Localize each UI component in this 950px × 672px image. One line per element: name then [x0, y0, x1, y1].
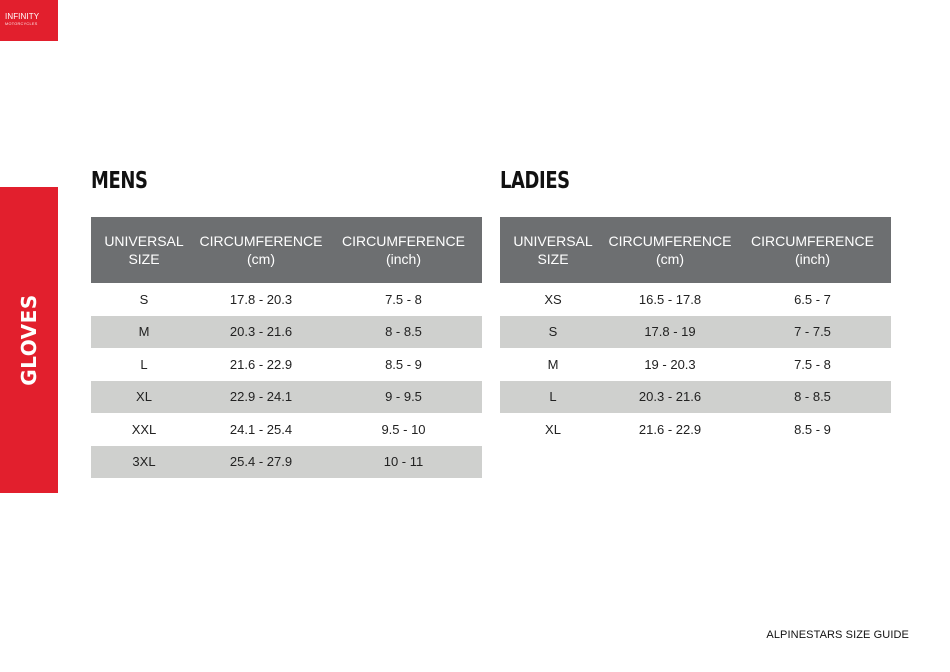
- mens-size-table: [91, 217, 482, 478]
- category-side-tab: [0, 187, 58, 493]
- size-cell: L: [140, 356, 148, 372]
- size-cell: 3XL: [132, 454, 156, 470]
- inch-cell: 9 - 9.5: [385, 389, 422, 405]
- size-cell: XL: [545, 421, 561, 437]
- category-label: GLOVES: [17, 294, 41, 386]
- header-universal-size: UNIVERSAL SIZE: [513, 233, 593, 267]
- ladies-title: LADIES: [500, 168, 570, 194]
- size-cell: XXL: [131, 421, 157, 437]
- table-row: [91, 283, 482, 316]
- mens-title: MENS: [91, 168, 148, 194]
- cm-cell: 21.6 - 22.9: [638, 421, 702, 437]
- inch-cell: 8 - 8.5: [385, 324, 422, 340]
- table-header: [500, 217, 891, 283]
- size-cell: L: [549, 389, 557, 405]
- cm-cell: 17.8 - 20.3: [229, 291, 293, 307]
- table-row: [91, 446, 482, 479]
- table-row: [91, 413, 482, 446]
- header-circumference-cm: CIRCUMFERENCE (cm): [608, 233, 732, 267]
- inch-cell: 10 - 11: [383, 454, 424, 470]
- header-circumference-inch: CIRCUMFERENCE (inch): [751, 233, 874, 267]
- size-cell: M: [138, 324, 150, 340]
- cm-cell: 20.3 - 21.6: [638, 389, 702, 405]
- brand-tagline: MOTORCYCLES: [5, 22, 38, 26]
- table-row: [500, 381, 891, 414]
- inch-cell: 6.5 - 7: [794, 291, 831, 307]
- brand-logo: [0, 0, 58, 41]
- size-cell: S: [139, 291, 149, 307]
- inch-cell: 9.5 - 10: [381, 421, 426, 437]
- table-row: [500, 348, 891, 381]
- header-universal-size: UNIVERSAL SIZE: [104, 233, 184, 267]
- inch-cell: 7 - 7.5: [794, 324, 831, 340]
- inch-cell: 8.5 - 9: [385, 356, 422, 372]
- cm-cell: 22.9 - 24.1: [229, 389, 293, 405]
- size-cell: XS: [544, 291, 562, 307]
- header-circumference-cm: CIRCUMFERENCE (cm): [199, 233, 323, 267]
- table-row: [91, 316, 482, 349]
- table-row: [500, 316, 891, 349]
- inch-cell: 7.5 - 8: [385, 291, 422, 307]
- table-row: [500, 413, 891, 446]
- inch-cell: 8.5 - 9: [794, 421, 831, 437]
- header-circumference-inch: CIRCUMFERENCE (inch): [342, 233, 465, 267]
- table-header: [91, 217, 482, 283]
- table-row: [91, 348, 482, 381]
- brand-name: INFINITY: [5, 12, 40, 21]
- table-row: [91, 381, 482, 414]
- table-row: [500, 283, 891, 316]
- size-cell: XL: [136, 389, 152, 405]
- cm-cell: 21.6 - 22.9: [229, 356, 293, 372]
- footer-caption: ALPINESTARS SIZE GUIDE: [766, 629, 909, 641]
- cm-cell: 16.5 - 17.8: [638, 291, 702, 307]
- cm-cell: 25.4 - 27.9: [229, 454, 293, 470]
- size-cell: M: [547, 356, 559, 372]
- inch-cell: 8 - 8.5: [794, 389, 831, 405]
- cm-cell: 24.1 - 25.4: [229, 421, 293, 437]
- ladies-size-table: [500, 217, 891, 446]
- cm-cell: 19 - 20.3: [644, 356, 696, 372]
- inch-cell: 7.5 - 8: [794, 356, 831, 372]
- size-cell: S: [548, 324, 558, 340]
- cm-cell: 17.8 - 19: [644, 324, 696, 340]
- cm-cell: 20.3 - 21.6: [229, 324, 293, 340]
